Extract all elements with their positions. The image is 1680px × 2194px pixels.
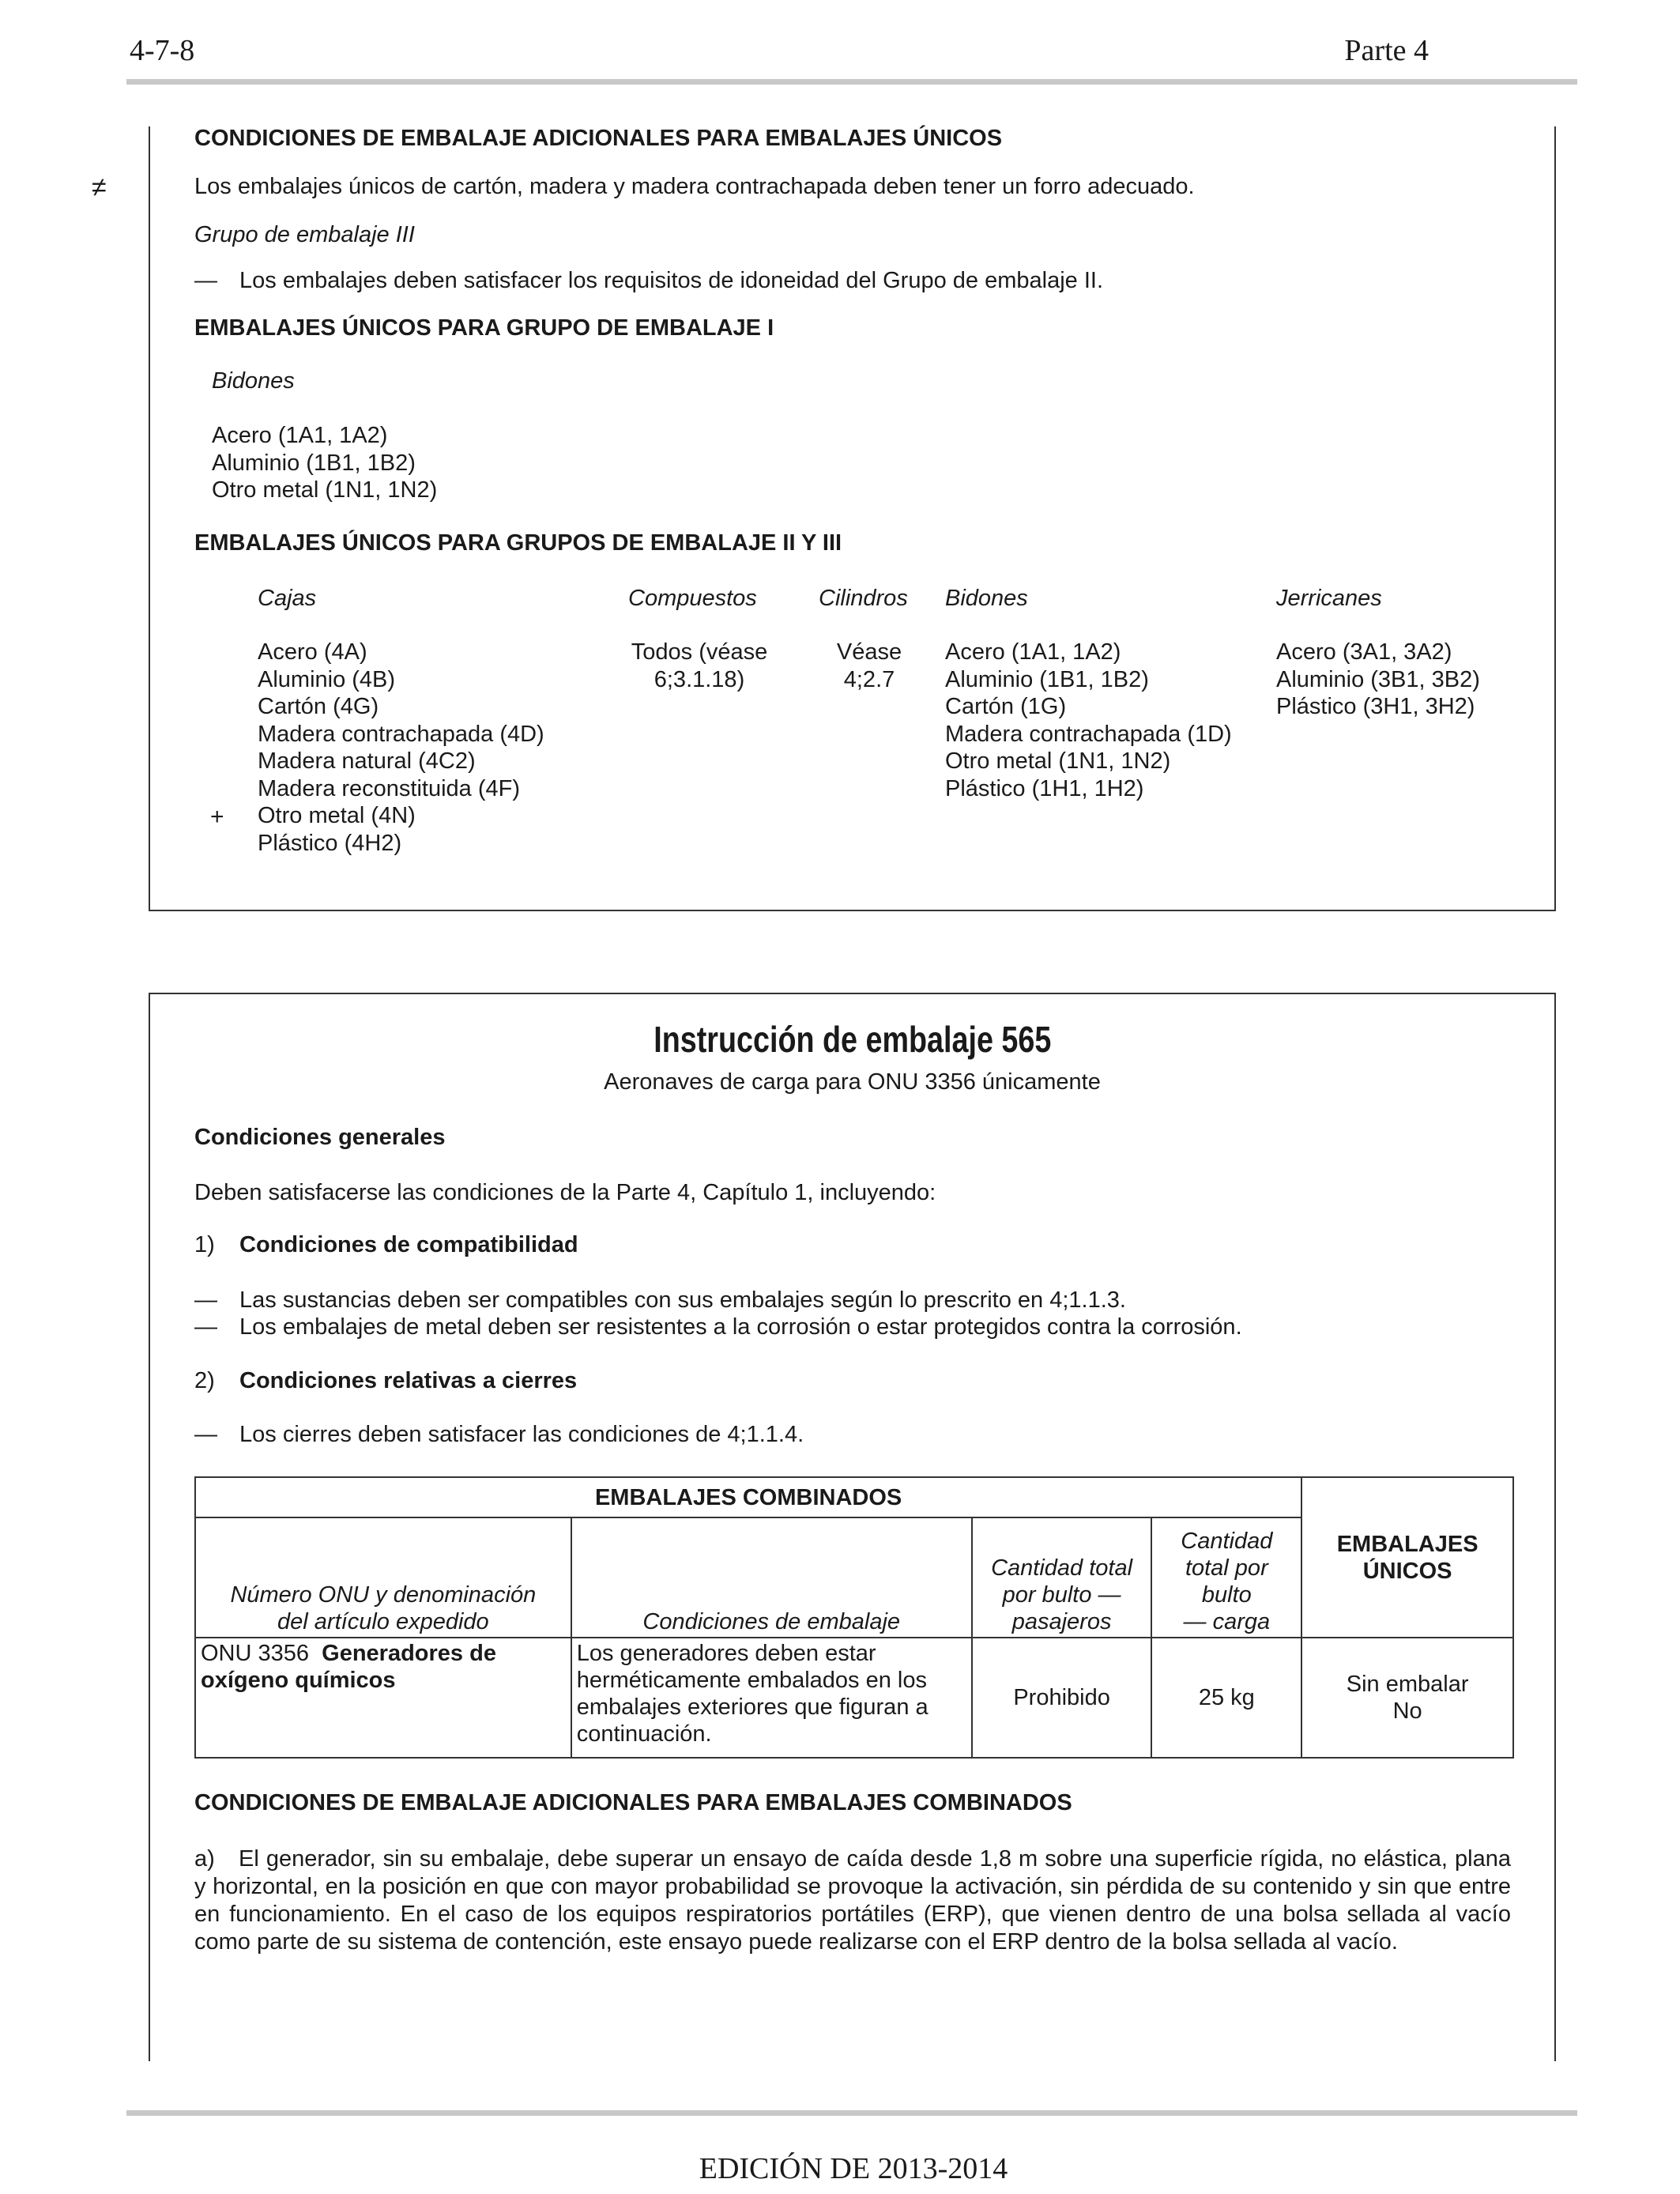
general-intro: Deben satisfacerse las condiciones de la Parte 4, Capítulo 1, incluyendo: bbox=[194, 1180, 936, 1205]
col-header-compuestos: Compuestos bbox=[628, 586, 757, 611]
combined-header: EMBALAJES COMBINADOS bbox=[195, 1477, 1301, 1517]
list-item: Véase bbox=[836, 639, 902, 665]
list-item: Acero (3A1, 3A2) bbox=[1276, 639, 1452, 665]
header-line: Condiciones de embalaje bbox=[642, 1609, 901, 1634]
col-header-jerricanes: Jerricanes bbox=[1276, 586, 1382, 611]
pi565-subtitle: Aeronaves de carga para ONU 3356 únicamente bbox=[604, 1069, 1101, 1095]
single-header-line: ÚNICOS bbox=[1362, 1558, 1452, 1584]
list-item: Acero (1A1, 1A2) bbox=[945, 639, 1121, 665]
un-name: oxígeno químicos bbox=[201, 1668, 396, 1693]
cond-line: Los generadores deben estar bbox=[576, 1641, 876, 1666]
col-header-passenger bbox=[972, 1517, 1152, 1638]
single-header-line: EMBALAJES bbox=[1336, 1531, 1478, 1557]
list-item: Cartón (1G) bbox=[945, 694, 1067, 719]
add-cond-single-title: CONDICIONES DE EMBALAJE ADICIONALES PARA EMBALAJES ÚNICOS bbox=[194, 126, 1003, 151]
group-i-list bbox=[212, 422, 437, 504]
cell-un bbox=[195, 1638, 571, 1758]
header-line: por bulto — bbox=[1002, 1582, 1121, 1608]
col-compuestos-list bbox=[608, 639, 790, 693]
cond-line: embalajes exteriores que figuran a bbox=[576, 1695, 929, 1720]
general-title: Condiciones generales bbox=[194, 1125, 446, 1150]
list-item: Aluminio (1B1, 1B2) bbox=[212, 450, 416, 476]
part-label: Parte 4 bbox=[1344, 34, 1429, 67]
add-cond-combined-title: CONDICIONES DE EMBALAJE ADICIONALES PARA EMBALAJES COMBINADOS bbox=[194, 1790, 1072, 1815]
item1-title: Condiciones de compatibilidad bbox=[239, 1232, 578, 1257]
dash: — bbox=[194, 1287, 217, 1313]
single-group-i-title: EMBALAJES ÚNICOS PARA GRUPO DE EMBALAJE I bbox=[194, 315, 774, 341]
item1-num: 1) bbox=[194, 1232, 215, 1257]
col-cajas-list bbox=[258, 639, 544, 857]
header-line: Cantidad total bbox=[991, 1555, 1133, 1581]
top-box-left-border bbox=[149, 126, 150, 911]
single-line: No bbox=[1392, 1698, 1422, 1724]
pi565-box-top-border bbox=[149, 993, 1556, 994]
change-mark-neq: ≠ bbox=[92, 172, 107, 202]
pi565-box-left-border bbox=[149, 993, 150, 2061]
list-item: Madera contrachapada (1D) bbox=[945, 721, 1232, 747]
header-line: bulto bbox=[1201, 1582, 1252, 1608]
cell-passenger: Prohibido bbox=[972, 1638, 1152, 1758]
edition-label: EDICIÓN DE 2013-2014 bbox=[699, 2152, 1008, 2185]
single-line: Sin embalar bbox=[1346, 1672, 1469, 1697]
col-header-conditions bbox=[571, 1517, 972, 1638]
table-row bbox=[195, 1638, 1513, 1758]
dash: — bbox=[194, 1314, 217, 1340]
para-a-label: a) bbox=[194, 1846, 215, 1872]
para-a-text: El generador, sin su embalaje, debe superar un ensayo de caída desde 1,8 m sobre una superficie rígida, no elástica, plana y horizontal, en la posición en que con mayor probabilidad se provoque la activación, sin pérdida de su contenido y sin que entre en funcionamiento. En el caso de los equipos respiratorios portátiles (ERP), que vienen dentro de una bolsa sellada al vacío como parte de su sistema de contención, este ensayo puede realizarse con el ERP dentro de la bolsa sellada al vacío. bbox=[194, 1846, 1511, 1955]
list-item: Plástico (4H2) bbox=[258, 830, 402, 856]
top-box-bottom-border bbox=[149, 910, 1556, 911]
item2-title: Condiciones relativas a cierres bbox=[239, 1368, 578, 1393]
header-line: pasajeros bbox=[1011, 1609, 1112, 1634]
change-mark-plus: + bbox=[210, 804, 224, 830]
list-item: Cartón (4G) bbox=[258, 694, 379, 719]
list-item: Otro metal (1N1, 1N2) bbox=[212, 477, 438, 503]
single-header bbox=[1301, 1477, 1513, 1638]
col-header-cilindros: Cilindros bbox=[819, 586, 908, 611]
packing-table bbox=[194, 1476, 1514, 1759]
item1-line: Las sustancias deben ser compatibles con sus embalajes según lo prescrito en 4;1.1.3. bbox=[239, 1287, 1126, 1313]
list-item: Madera reconstituida (4F) bbox=[258, 775, 521, 801]
top-box-right-border bbox=[1554, 126, 1556, 911]
header-line: — carga bbox=[1183, 1609, 1271, 1634]
header-line: Cantidad bbox=[1181, 1529, 1273, 1554]
list-item: Todos (véase bbox=[631, 639, 768, 665]
list-item: Aluminio (1B1, 1B2) bbox=[945, 666, 1149, 692]
dash: — bbox=[194, 1422, 217, 1447]
list-item: Otro metal (4N) bbox=[258, 803, 416, 828]
item2-num: 2) bbox=[194, 1368, 215, 1393]
col-header-bidones: Bidones bbox=[945, 586, 1028, 611]
single-group-ii-iii-title: EMBALAJES ÚNICOS PARA GRUPOS DE EMBALAJE II Y III bbox=[194, 530, 842, 556]
list-item: Madera natural (4C2) bbox=[258, 748, 476, 774]
group-i-col-header: Bidones bbox=[212, 368, 295, 394]
header-line: Número ONU y denominación bbox=[230, 1582, 537, 1608]
group-iii-label: Grupo de embalaje III bbox=[194, 222, 415, 247]
col-cilindros-list bbox=[806, 639, 932, 693]
col-header-un bbox=[195, 1517, 571, 1638]
pi565-title: Instrucción de embalaje 565 bbox=[653, 1019, 1052, 1060]
header-line: del artículo expedido bbox=[277, 1609, 489, 1634]
col-jerricanes-list bbox=[1276, 639, 1480, 721]
list-item: Aluminio (3B1, 3B2) bbox=[1276, 666, 1480, 692]
cond-line: herméticamente embalados en los bbox=[576, 1668, 928, 1693]
item2-line: Los cierres deben satisfacer las condiciones de 4;1.1.4. bbox=[239, 1422, 804, 1447]
list-item: Plástico (3H1, 3H2) bbox=[1276, 694, 1475, 719]
cond-line: continuación. bbox=[576, 1721, 712, 1747]
list-item: Aluminio (4B) bbox=[258, 666, 396, 692]
footer-rule bbox=[126, 2110, 1577, 2116]
liner-text: Los embalajes únicos de cartón, madera y madera contrachapada deben tener un forro adecuado. bbox=[194, 174, 1195, 199]
list-item: Plástico (1H1, 1H2) bbox=[945, 775, 1144, 801]
col-header-cajas: Cajas bbox=[258, 586, 317, 611]
group-iii-item: Los embalajes deben satisfacer los requisitos de idoneidad del Grupo de embalaje II. bbox=[239, 268, 1104, 293]
un-name: Generadores de bbox=[322, 1641, 496, 1666]
list-item: Acero (1A1, 1A2) bbox=[212, 423, 388, 448]
page-number: 4-7-8 bbox=[130, 34, 195, 67]
cell-cargo: 25 kg bbox=[1151, 1638, 1301, 1758]
cell-single bbox=[1301, 1638, 1513, 1758]
list-item: 4;2.7 bbox=[843, 666, 895, 692]
col-header-cargo bbox=[1151, 1517, 1301, 1638]
cell-conditions bbox=[571, 1638, 972, 1758]
pi565-title-wrap bbox=[150, 1018, 1554, 1061]
item1-line: Los embalajes de metal deben ser resistentes a la corrosión o estar protegidos contra la corrosión. bbox=[239, 1314, 1242, 1340]
col-bidones-list bbox=[945, 639, 1232, 802]
list-item: 6;3.1.18) bbox=[654, 666, 745, 692]
list-item: Acero (4A) bbox=[258, 639, 367, 665]
list-item: Otro metal (1N1, 1N2) bbox=[945, 748, 1171, 774]
header-rule bbox=[126, 79, 1577, 85]
pi565-box-right-border bbox=[1554, 993, 1556, 2061]
un-number: ONU 3356 bbox=[201, 1641, 310, 1666]
header-line: total por bbox=[1185, 1555, 1268, 1581]
dash: — bbox=[194, 268, 217, 293]
list-item: Madera contrachapada (4D) bbox=[258, 721, 544, 747]
